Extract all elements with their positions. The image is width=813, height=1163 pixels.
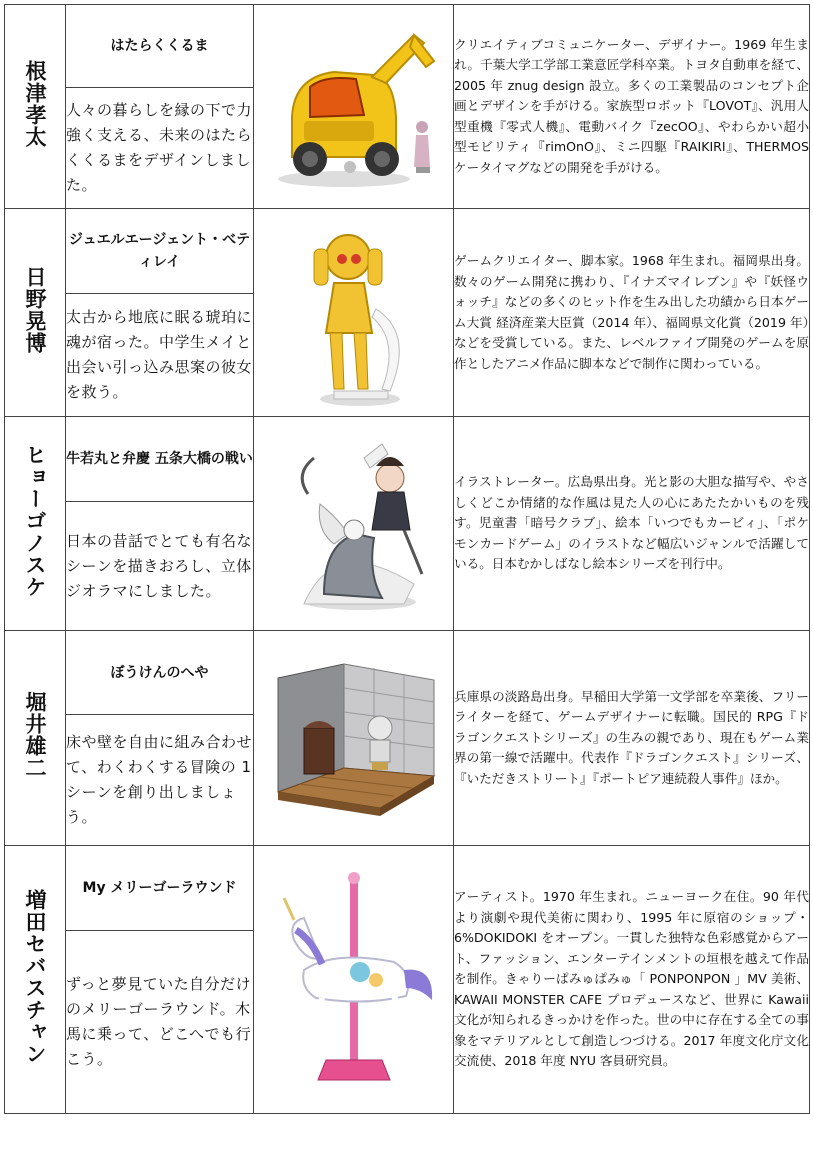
artist-name: 堀井雄二 — [23, 691, 47, 779]
figure-photo-cell — [254, 631, 454, 846]
artist-name-cell — [5, 417, 66, 631]
work-title: ジュエルエージェント・べティレイ — [68, 232, 251, 270]
artist-name: ヒョーゴノスケ — [23, 443, 47, 598]
figure-photo-cell — [254, 209, 454, 417]
work-title-cell — [66, 631, 254, 715]
yellow-work-vehicle-figure-image — [264, 17, 444, 197]
table-row — [5, 846, 810, 931]
artist-table — [4, 4, 810, 1114]
figure-photo-cell — [254, 417, 454, 631]
artist-bio: アーティスト。1970 年生まれ。ニューヨーク在住。90 年代より演劇や現代美術に関わり、1995 年に原宿のショップ・6%DOKIDOKI をオープン。一貫した独特な色彩感覚からアート、ファッション、エンターテインメントの垣根を越えて作品を制作。きゃりーぱみゅぱみゅ「 PONPONPON 」MV 美術、KAWAII MONSTER CAFE プロデュースなど、世界に Kawaii 文化が知られるきっかけを作った。世の中に存在する全ての事象をマテリアルとして創造しつづける。2017 年度文化庁文化交流使、2018 年度 NYU 客員研究員。 — [454, 846, 810, 1114]
adventure-room-diorama-image — [264, 658, 444, 818]
artist-name-cell — [5, 209, 66, 417]
work-title-cell — [66, 5, 254, 88]
artist-name-cell — [5, 846, 66, 1114]
figure-photo-cell — [254, 5, 454, 209]
work-title: はたらくくるま — [110, 38, 209, 54]
work-description: 太古から地底に眠る琥珀に魂が宿った。中学生メイと出会い引っ込み思案の彼女を救う。 — [66, 294, 254, 417]
table-row — [5, 417, 810, 502]
amber-agent-figure-image — [264, 213, 444, 413]
figure-photo-cell — [254, 846, 454, 1114]
table-row — [5, 209, 810, 294]
work-title: My メリーゴーラウンド — [82, 880, 237, 896]
artist-bio: 兵庫県の淡路島出身。早稲田大学第一文学部を卒業後、フリーライターを経て、ゲームデザイナーに転職。国民的 RPG『ドラゴンクエストシリーズ』の生みの親であり、現在もゲーム業界の第一線で活躍中。代表作『ドラゴンクエスト』シリーズ、『いただきストリート』『ポートピア連続殺人事件』ほか。 — [454, 631, 810, 846]
artist-name: 根津孝太 — [23, 59, 47, 148]
work-title-cell — [66, 846, 254, 931]
gojo-bridge-diorama-image — [264, 434, 444, 614]
work-description: 日本の昔話でとても有名なシーンを描きおろし、立体ジオラマにしました。 — [66, 502, 254, 631]
table-row — [5, 5, 810, 88]
artist-bio: クリエイティブコミュニケーター、デザイナー。1969 年生まれ。千葉大学工学部工業意匠学科卒業。トヨタ自動車を経て、2005 年 znug design 設立。多くの工業製品のコンセプト企画とデザインを手がける。家族型ロボット『LOVOT』、汎用人型重機『零式人機』、電動バイク『zecOO』、やわらかい超小型モビリティ『rimOnO』、ミニ四駆『RAIKIRI』、THERMOS ケータイマグなどの開発を手がける。 — [454, 5, 810, 209]
artist-bio: イラストレーター。広島県出身。光と影の大胆な描写や、やさしくどこか情緒的な作風は見た人の心にあたたかいものを残す。児童書「暗号クラブ」、絵本「いつでもカービィ」、「ポケモンカードゲーム」のイラストなど幅広いジャンルで活躍している。日本むかしばなし絵本シリーズを刊行中。 — [454, 417, 810, 631]
work-title: 牛若丸と弁慶 五条大橋の戦い — [66, 451, 253, 467]
work-description: ずっと夢見ていた自分だけのメリーゴーラウンド。木馬に乗って、どこへでも行こう。 — [66, 931, 254, 1114]
work-title: ぼうけんのへや — [110, 664, 209, 681]
artist-bio: ゲームクリエイター、脚本家。1968 年生まれ。福岡県出身。数々のゲーム開発に携わり、『イナズマイレブン』や『妖怪ウォッチ』などの多くのヒット作を生み出した功績から日本ゲーム大賞 経済産業大臣賞（2014 年）、福岡県文化賞（2019 年）などを受賞している。また、レベルファイブ開発のゲームを原作としたアニメ作品に脚本などで制作に関わっている。 — [454, 209, 810, 417]
artist-name: 日野晃博 — [23, 265, 47, 354]
artist-name: 増田セバスチャン — [23, 888, 47, 1065]
artist-name-cell — [5, 631, 66, 846]
unicorn-carousel-figure-image — [264, 870, 444, 1090]
work-description: 人々の暮らしを縁の下で力強く支える、未来のはたらくくるまをデザインしました。 — [66, 88, 254, 209]
artist-name-cell — [5, 5, 66, 209]
work-description: 床や壁を自由に組み合わせて、わくわくする冒険の 1 シーンを創り出しましょう。 — [66, 715, 254, 846]
work-title-cell — [66, 209, 254, 294]
work-title-cell — [66, 417, 254, 502]
table-row — [5, 631, 810, 715]
